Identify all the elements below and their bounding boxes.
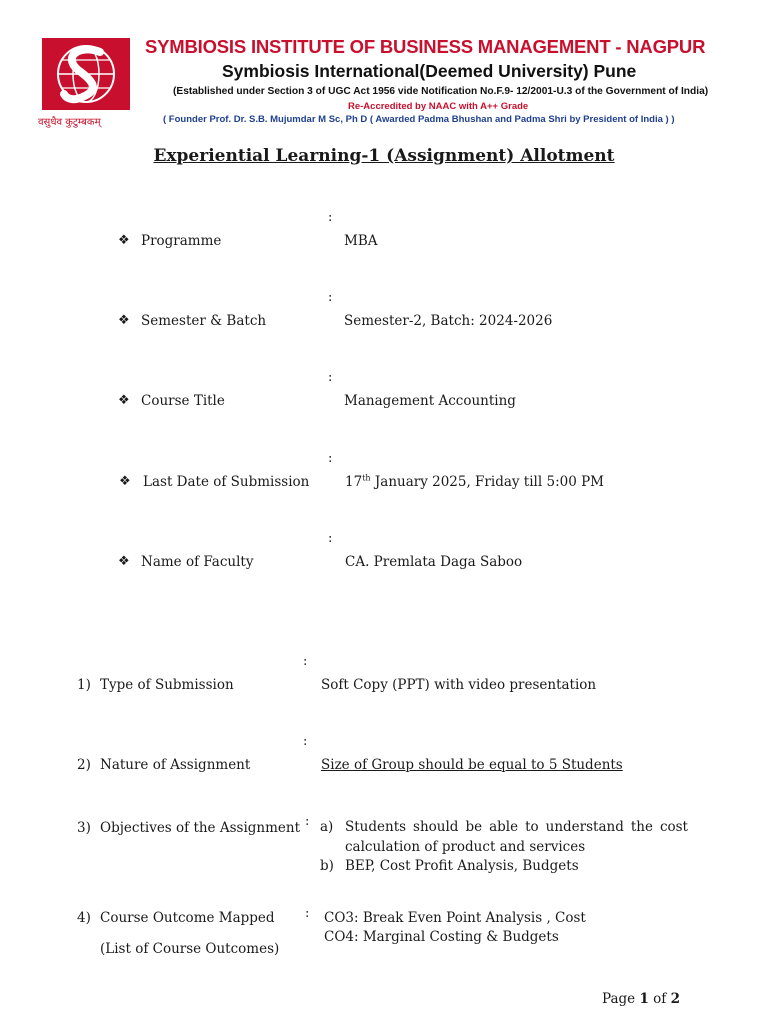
info-value: Management Accounting — [344, 393, 516, 409]
item-sublabel: (List of Course Outcomes) — [100, 941, 280, 957]
colon: : — [328, 210, 333, 225]
colon: : — [303, 734, 308, 749]
item-label: Nature of Assignment — [100, 757, 251, 773]
item-value: Soft Copy (PPT) with video presentation — [321, 677, 597, 693]
current-page: 1 — [639, 991, 649, 1007]
colon: : — [303, 654, 308, 669]
bullet-icon: ❖ — [118, 313, 130, 328]
colon: : — [328, 290, 333, 305]
page-indicator: Page 1 of 2 — [602, 991, 680, 1007]
info-label: Semester & Batch — [141, 313, 267, 329]
university-name: Symbiosis International(Deemed University) Pune — [222, 61, 637, 81]
motto-text: वसुधैव कुटुम्बकम् — [38, 117, 101, 128]
objective-marker: b) — [320, 858, 334, 874]
item-label: Course Outcome Mapped — [100, 910, 275, 926]
bullet-icon: ❖ — [118, 233, 130, 248]
item-number: 1) — [77, 677, 91, 693]
accreditation-note: Re-Accredited by NAAC with A++ Grade — [348, 101, 529, 112]
objective-text: BEP, Cost Profit Analysis, Budgets — [345, 858, 579, 874]
item-number: 2) — [77, 757, 91, 773]
objective-item — [320, 857, 688, 877]
objective-text: Students should be able to understand the cost calculation of product and services — [345, 819, 688, 855]
item-number: 3) — [77, 820, 91, 836]
colon: : — [305, 814, 310, 829]
bullet-icon: ❖ — [119, 474, 131, 489]
document-title: Experiential Learning-1 (Assignment) Allotment — [153, 146, 615, 166]
establishment-note: (Established under Section 3 of UGC Act 1956 vide Notification No.F.9- 12/2001-U.3 of the Government of India) — [173, 86, 709, 97]
institute-name: SYMBIOSIS INSTITUTE OF BUSINESS MANAGEMENT - NAGPUR — [145, 36, 706, 57]
info-value: MBA — [344, 233, 378, 249]
item-number: 4) — [77, 910, 91, 926]
objectives-list — [320, 818, 688, 877]
institute-logo — [40, 36, 132, 112]
info-value: Semester-2, Batch: 2024-2026 — [344, 313, 553, 329]
info-label: Last Date of Submission — [143, 474, 310, 490]
item-label: Type of Submission — [100, 677, 234, 693]
colon: : — [328, 370, 333, 385]
colon: : — [305, 906, 310, 921]
course-outcome-value: CO3: Break Even Point Analysis , Cost — [324, 910, 586, 926]
item-label: Objectives of the Assignment — [100, 820, 301, 836]
info-label: Name of Faculty — [141, 554, 254, 570]
colon: : — [328, 531, 333, 546]
total-pages: 2 — [670, 991, 680, 1007]
course-outcome-value: CO4: Marginal Costing & Budgets — [324, 929, 559, 945]
bullet-icon: ❖ — [118, 393, 130, 408]
info-value: CA. Premlata Daga Saboo — [345, 554, 523, 570]
objective-marker: a) — [320, 819, 334, 835]
bullet-icon: ❖ — [118, 554, 130, 569]
item-value: Size of Group should be equal to 5 Students — [321, 757, 623, 773]
objective-item — [320, 818, 688, 857]
founder-note: ( Founder Prof. Dr. S.B. Mujumdar M Sc, Ph D ( Awarded Padma Bhushan and Padma Shri by President of India ) ) — [163, 114, 675, 125]
info-value: 17th January 2025, Friday till 5:00 PM — [345, 473, 604, 490]
info-label: Programme — [141, 233, 222, 249]
colon: : — [328, 451, 333, 466]
info-label: Course Title — [141, 393, 225, 409]
